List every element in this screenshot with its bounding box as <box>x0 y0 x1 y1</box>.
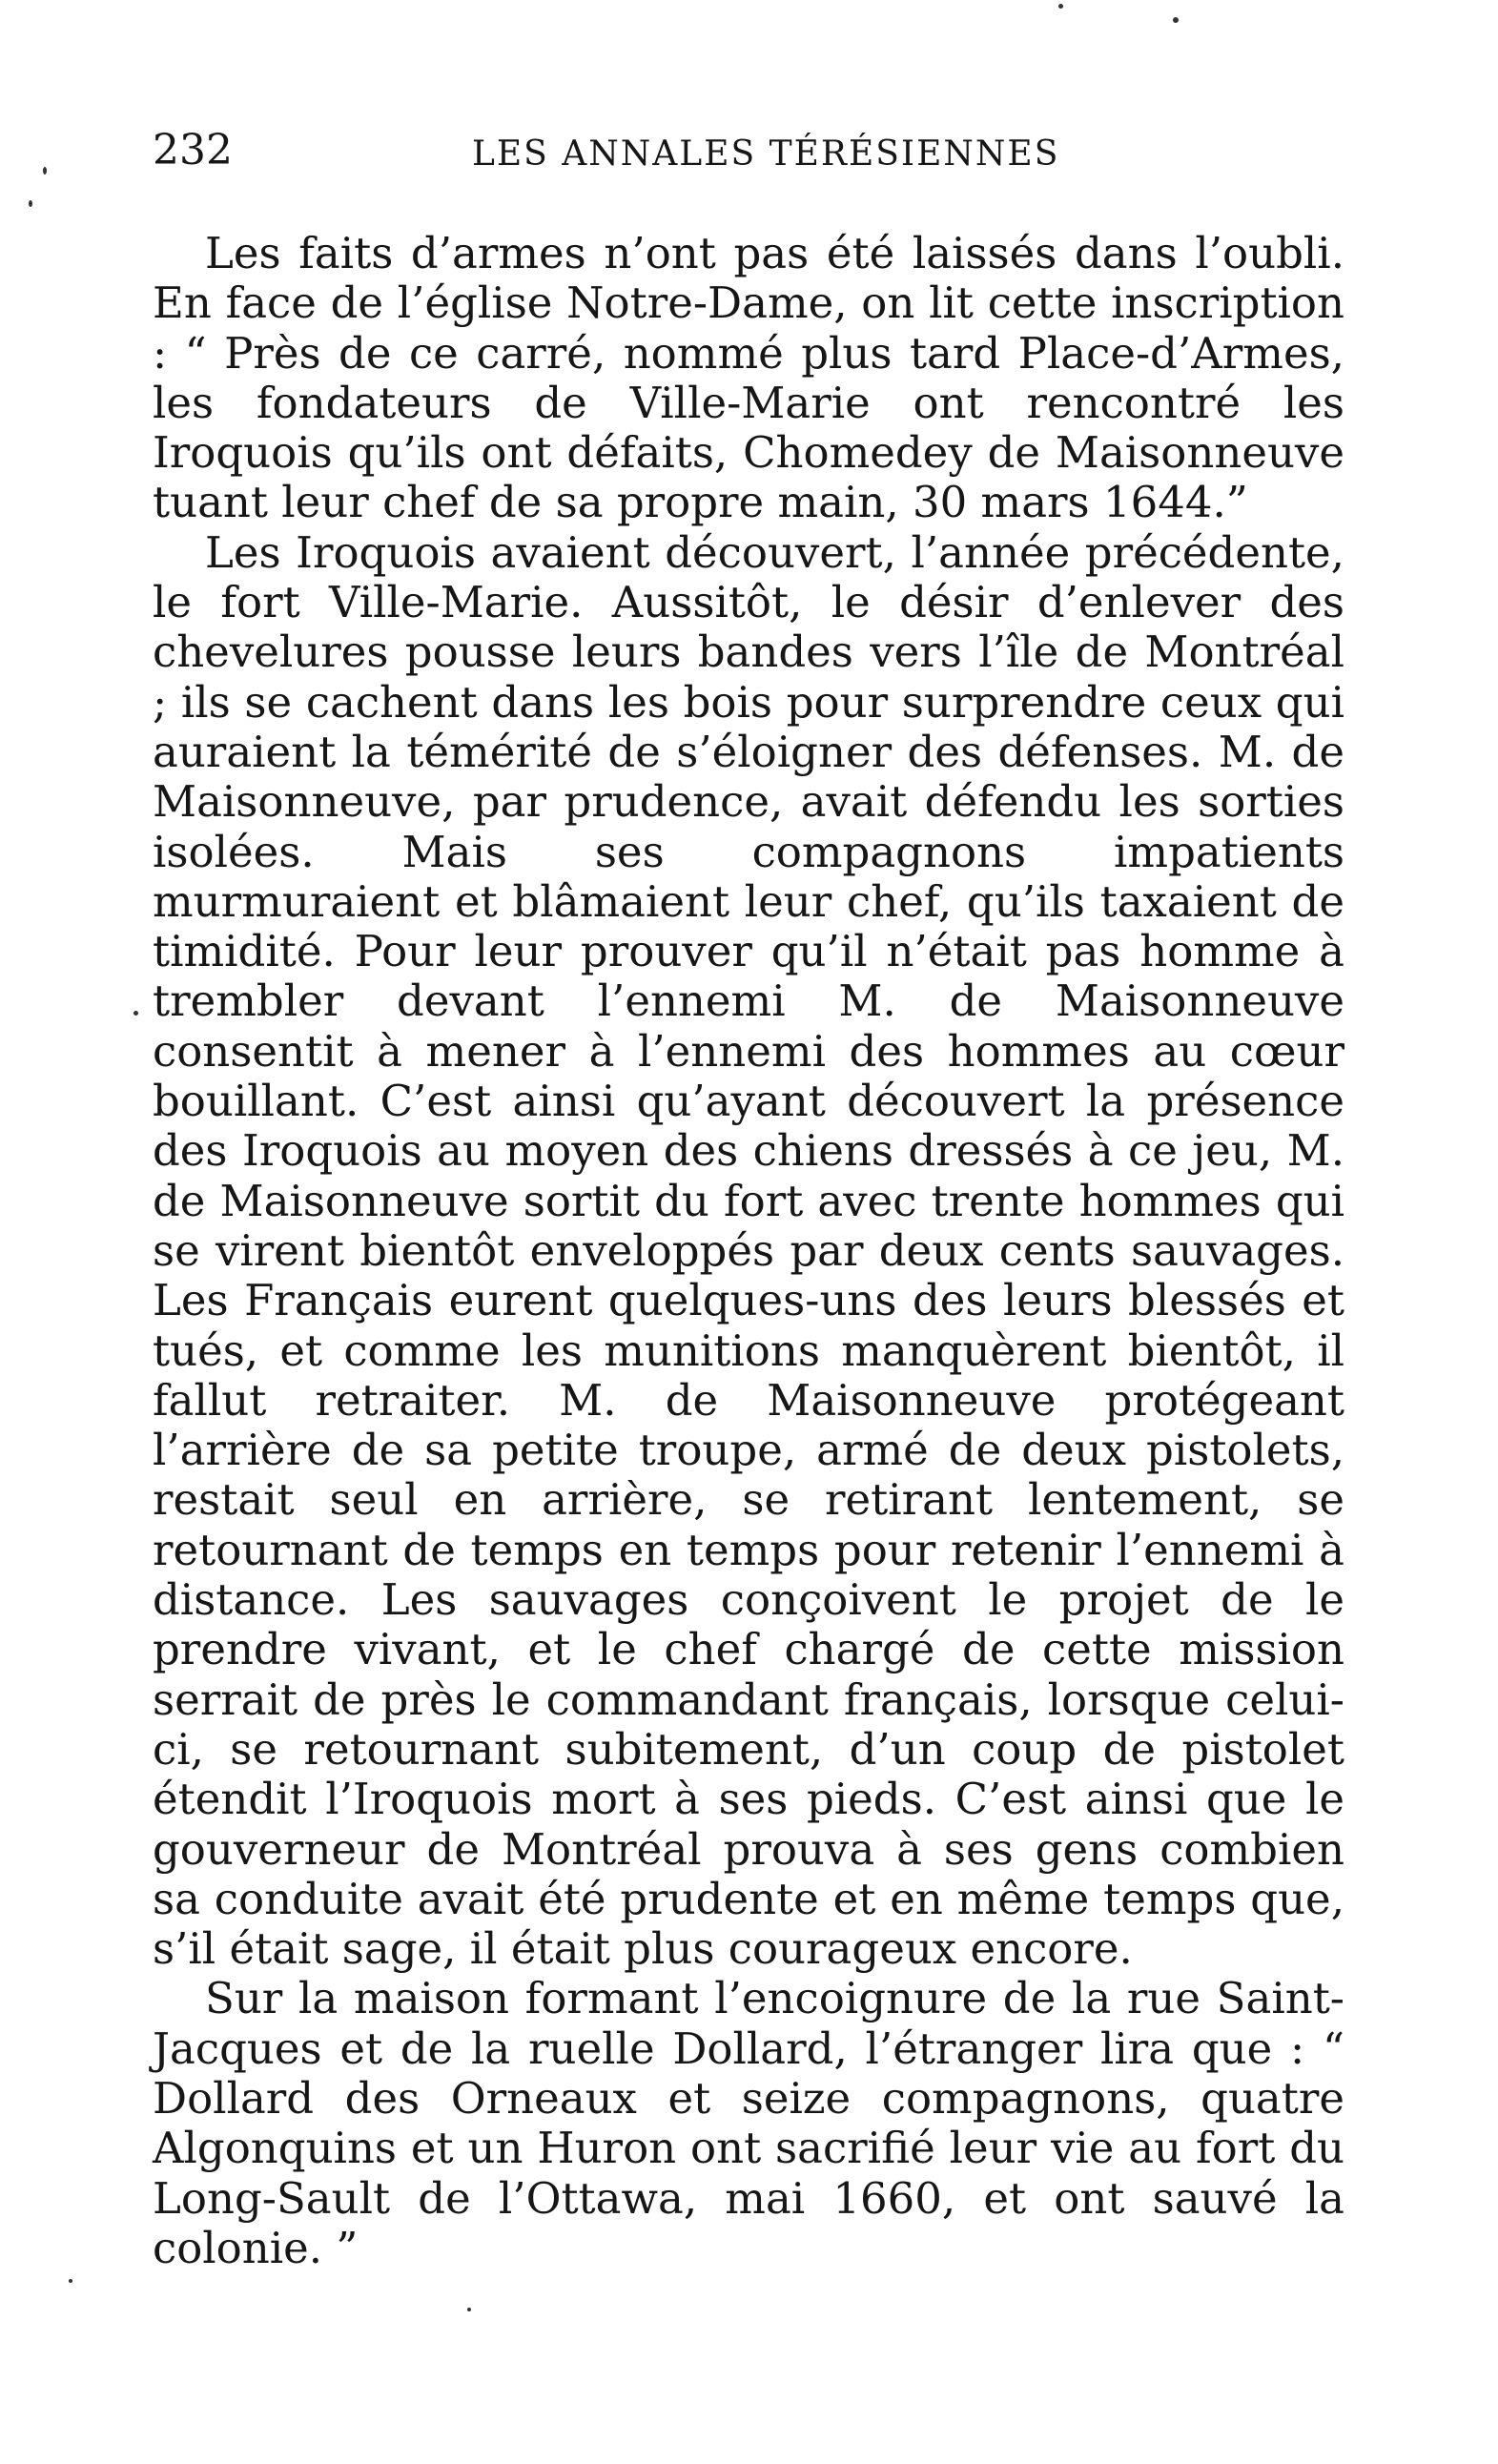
page-number: 232 <box>153 126 233 175</box>
paragraph-inscription-dollard: Sur la maison formant l’encoignure de la rue Saint-Jacques et de la ruelle Dollard, l’étranger lira que : “ Dollard des Orneaux et seize compagnons, quatre Algonquins et un Huron ont sacrifié leur vie au fort du Long-Sault de l’Ottawa, mai 1660, et ont sauvé la colonie. ” <box>153 1973 1344 2273</box>
scan-speck <box>1058 4 1063 9</box>
body-text <box>153 229 1344 2273</box>
running-head: LES ANNALES TÉRÉSIENNES <box>472 134 1060 174</box>
scan-speck <box>133 1011 138 1016</box>
page-header <box>153 122 1335 179</box>
paragraph-inscription-notre-dame: Les faits d’armes n’ont pas été laissés dans l’oubli. En face de l’église Notre-Dame, on lit cette inscription : “ Près de ce carré, nommé plus tard Place-d’Armes, les fondateurs de Ville-Marie ont rencontré les Iroquois qu’ils ont défaits, Chomedey de Maisonneuve tuant leur chef de sa propre main, 30 mars 1644.” <box>153 228 1344 528</box>
scan-speck <box>43 167 47 175</box>
scan-speck <box>29 200 32 207</box>
paragraph-iroquois-battle: Les Iroquois avaient découvert, l’année précédente, le fort Ville-Marie. Aussitôt, le désir d’enlever des chevelures pousse leurs bandes vers l’île de Montréal ; ils se cachent dans les bois pour surprendre ceux qui auraient la témérité de s’éloigner des défenses. M. de Maisonneuve, par prudence, avait défendu les sorties isolées. Mais ses compagnons impatients murmuraient et blâmaient leur chef, qu’ils taxaient de timidité. Pour leur prouver qu’il n’était pas homme à trembler devant l’ennemi M. de Maisonneuve consentit à mener à l’ennemi des hommes au cœur bouillant. C’est ainsi qu’ayant découvert la présence des Iroquois au moyen des chiens dressés à ce jeu, M. de Maisonneuve sortit du fort avec trente hommes qui se virent bientôt enveloppés par deux cents sauvages. Les Français eurent quelques-uns des leurs blessés et tués, et comme les munitions manquèrent bientôt, il fallut retraiter. M. de Maisonneuve protégeant l’arrière de sa petite troupe, armé de deux pistolets, restait seul en arrière, se retirant lentement, se retournant de temps en temps pour retenir l’ennemi à distance. Les sauvages conçoivent le projet de le prendre vivant, et le chef chargé de cette mission serrait de près le commandant français, lorsque celui-ci, se retournant subitement, d’un coup de pistolet étendit l’Iroquois mort à ses pieds. C’est ainsi que le gouverneur de Montréal prouva à ses gens combien sa conduite avait été prudente et en même temps que, s’il était sage, il était plus courageux encore. <box>153 526 1344 1975</box>
scan-speck <box>1173 17 1179 23</box>
scan-speck <box>69 2279 72 2283</box>
scan-speck <box>467 2308 471 2311</box>
